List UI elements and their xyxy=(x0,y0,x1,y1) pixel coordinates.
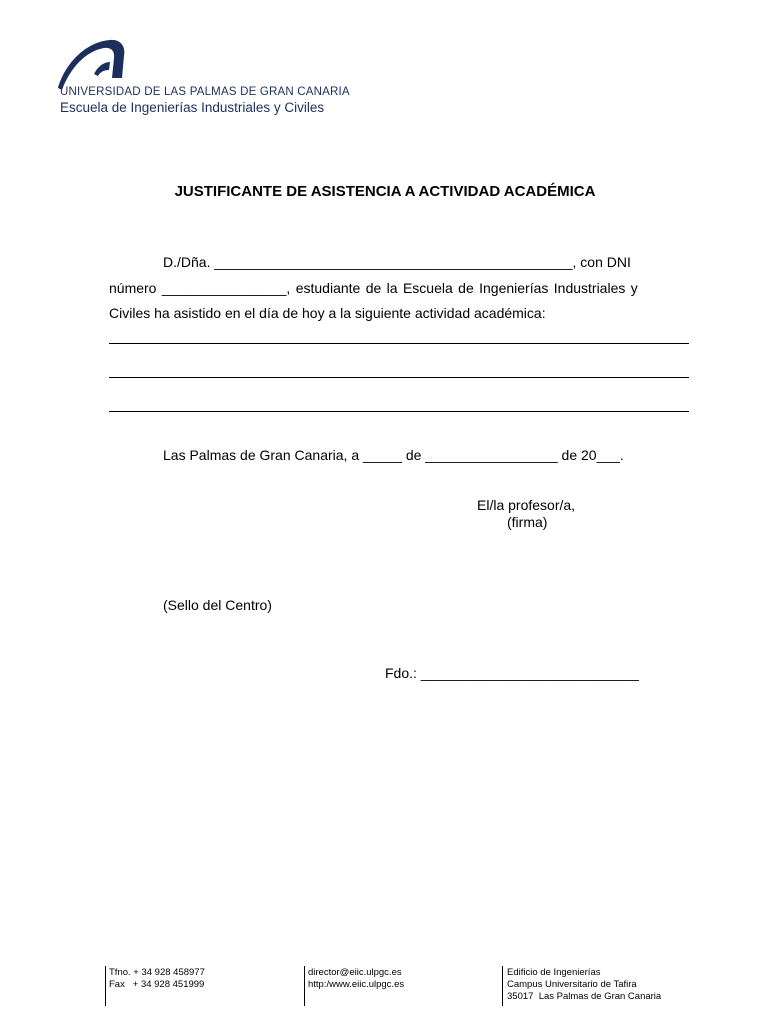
document-title: JUSTIFICANTE DE ASISTENCIA A ACTIVIDAD ACADÉMICA xyxy=(174,183,596,200)
date-line: Las Palmas de Gran Canaria, a _____ de _________________ de 20___. xyxy=(163,447,624,463)
activity-intro-line: Civiles ha asistido en el día de hoy a la siguiente actividad académica: xyxy=(109,305,546,321)
professor-label: El/la profesor/a, xyxy=(477,497,576,513)
footer-address xyxy=(507,967,661,1003)
footer-address-3: 35017 Las Palmas de Gran Canaria xyxy=(507,991,662,1002)
activity-blank-line-1 xyxy=(109,343,689,344)
footer-divider xyxy=(304,966,305,1006)
footer-email: director@eiic.ulpgc.es xyxy=(308,967,402,978)
footer-address-1: Edificio de Ingenierías xyxy=(507,967,601,978)
school-name: Escuela de Ingenierías Industriales y Civiles xyxy=(60,100,325,115)
name-line: D./Dña. ______________________________________________, con DNI xyxy=(163,254,631,270)
university-logo-icon xyxy=(54,36,126,92)
signed-by-line: Fdo.: ____________________________ xyxy=(385,665,639,681)
activity-blank-line-2 xyxy=(109,377,689,378)
dni-line: número ________________, estudiante de la Escuela de Ingenierías Industriales y xyxy=(109,280,638,296)
seal-label: (Sello del Centro) xyxy=(163,597,272,613)
footer-address-2: Campus Universitario de Tafira xyxy=(507,979,637,990)
university-name: UNIVERSIDAD DE LAS PALMAS DE GRAN CANARIA xyxy=(60,86,350,98)
signature-label: (firma) xyxy=(507,514,548,530)
footer-online xyxy=(308,967,404,991)
footer-divider xyxy=(502,966,503,1006)
footer-fax: Fax + 34 928 451999 xyxy=(109,979,205,990)
footer-web: http:/www.eiic.ulpgc.es xyxy=(308,979,405,990)
footer-phone: Tfno. + 34 928 458977 xyxy=(109,967,205,978)
activity-blank-line-3 xyxy=(109,411,689,412)
footer-contact xyxy=(109,967,205,991)
footer-divider xyxy=(105,966,106,1006)
